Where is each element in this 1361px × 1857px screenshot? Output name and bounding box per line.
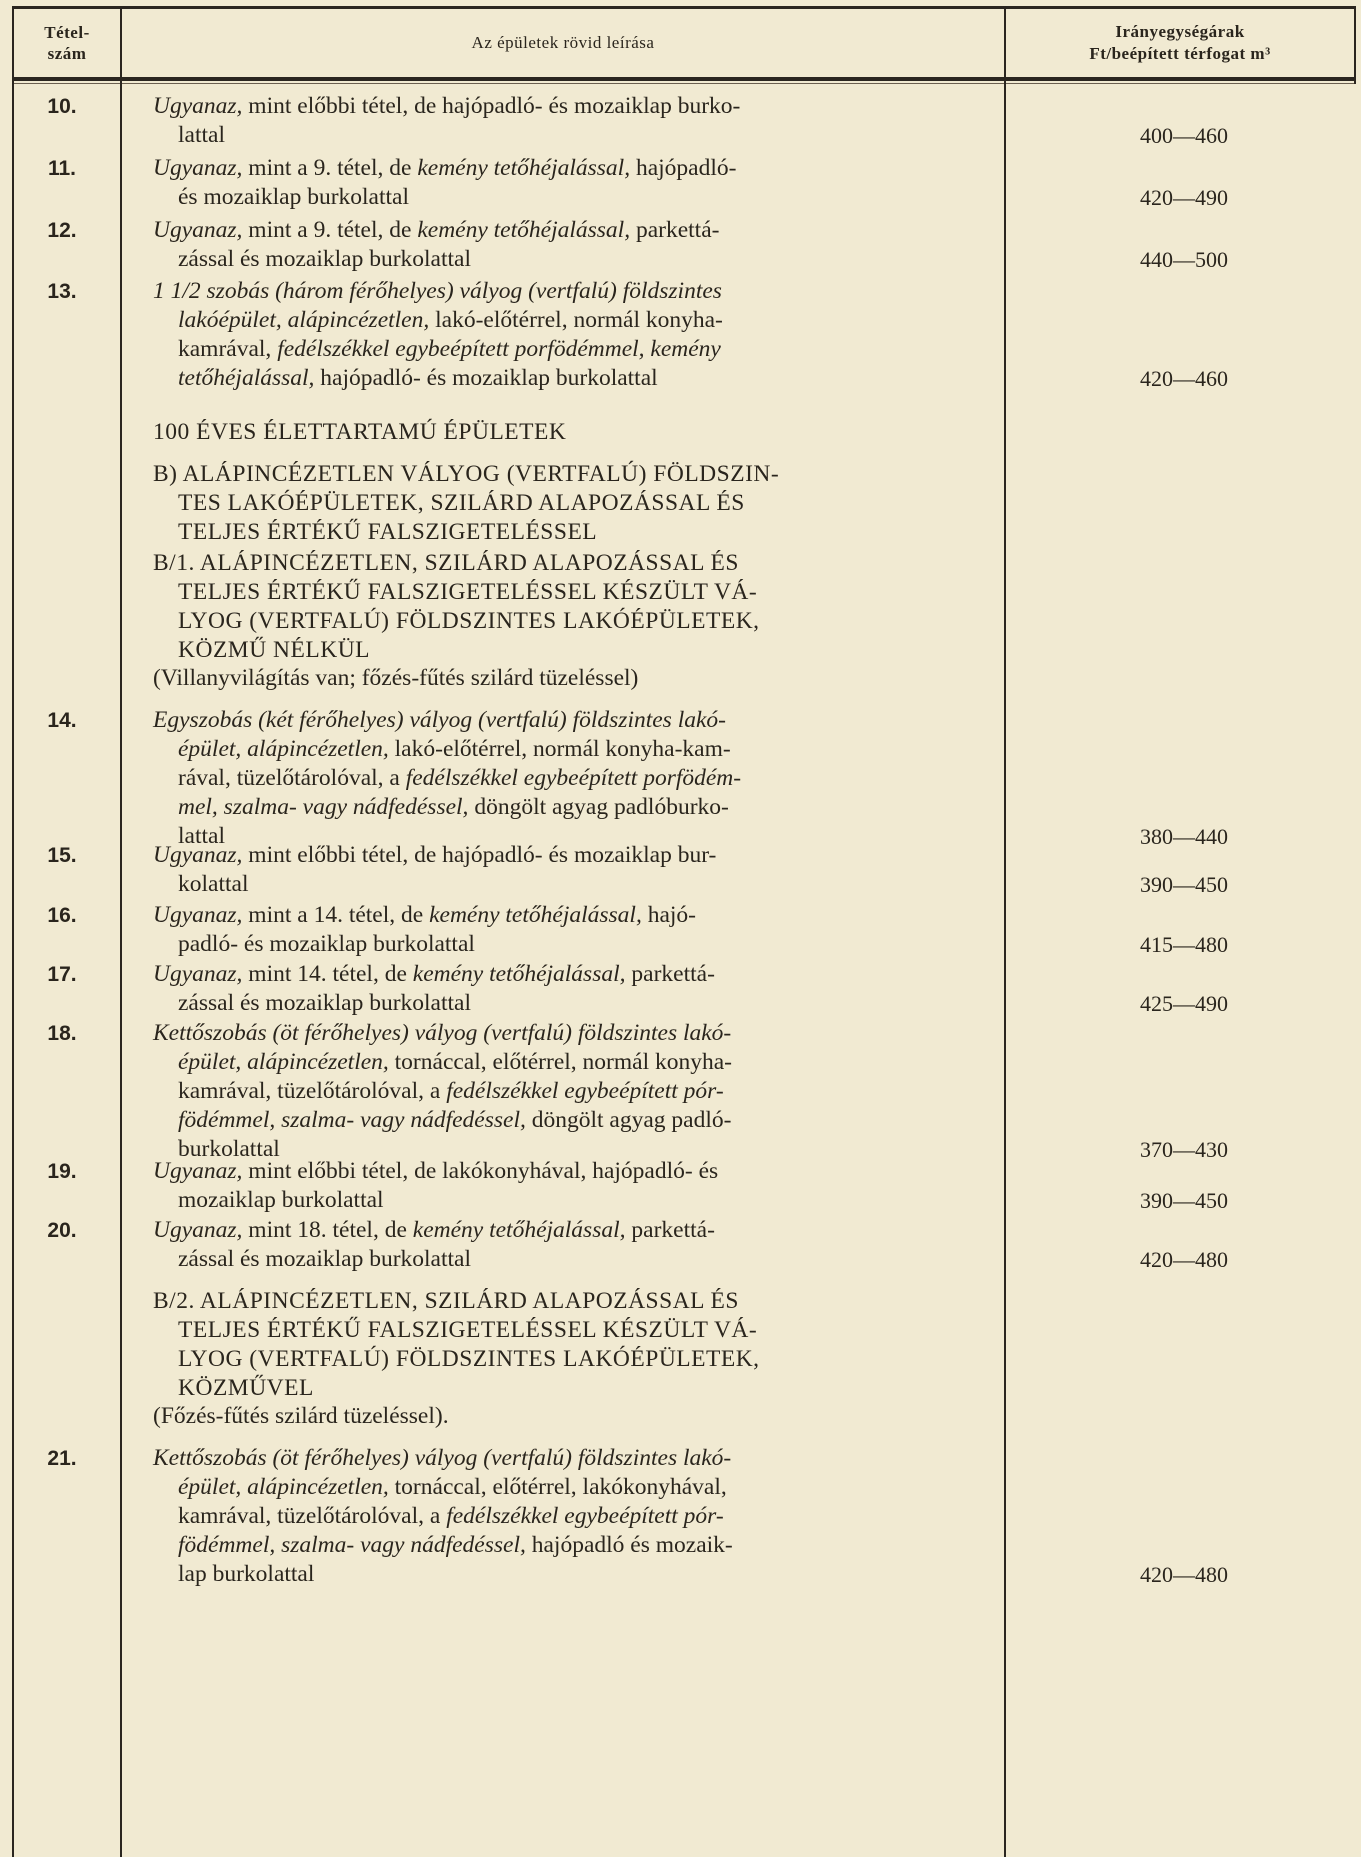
header-num-line1: Tétel- — [44, 23, 90, 42]
desc-text: mint előbbi tétel, de hajópadló- és mozaiklap burko- — [242, 93, 741, 119]
section-text: LYOG (VERTFALÚ) FÖLDSZINTES LAKÓÉPÜLETEK, — [178, 1346, 760, 1372]
desc-text: épület, alápincézetlen, — [178, 1049, 389, 1075]
header-bottom-thin-rule — [12, 83, 1356, 84]
item-price: 425—490 — [1140, 991, 1228, 1016]
item-price: 390—450 — [1140, 872, 1228, 897]
desc-text: Ugyanaz, — [153, 961, 243, 987]
section-text: TELJES ÉRTÉKŰ FALSZIGETELÉSSEL KÉSZÜLT VÁ- — [178, 579, 758, 605]
desc-text: mel, szalma- vagy nádfedéssel, — [178, 794, 469, 820]
section-text: TELJES ÉRTÉKŰ FALSZIGETELÉSSEL KÉSZÜLT VÁ- — [178, 1317, 758, 1343]
desc-text: zással és mozaiklap burkolattal — [178, 246, 471, 272]
item-description — [153, 92, 979, 150]
desc-text: Kettőszobás (öt férőhelyes) vályog (vertfalú) földszintes lakó- — [153, 1020, 732, 1046]
section-text: B/2. ALÁPINCÉZETLEN, SZILÁRD ALAPOZÁSSAL ÉS — [153, 1288, 739, 1314]
item-price: 420—480 — [1140, 1247, 1228, 1272]
section-text: TES LAKÓÉPÜLETEK, SZILÁRD ALAPOZÁSSAL ÉS — [178, 490, 745, 516]
section-text: LYOG (VERTFALÚ) FÖLDSZINTES LAKÓÉPÜLETEK, — [178, 608, 760, 634]
desc-text: zással és mozaiklap burkolattal — [178, 1246, 471, 1272]
desc-text: lakó-előtérrel, normál konyha-kam- — [388, 736, 731, 762]
desc-text: lakó-előtérrel, normál konyha- — [429, 307, 723, 333]
section-heading-b1 — [153, 549, 979, 665]
desc-text: kemény tetőhéjalással, — [417, 217, 631, 243]
item-description — [153, 1216, 979, 1274]
section-heading-b2 — [153, 1287, 979, 1403]
desc-text: burkolattal — [178, 1136, 280, 1162]
desc-text: Ugyanaz, — [153, 842, 243, 868]
desc-text: zással és mozaiklap burkolattal — [178, 990, 471, 1016]
item-number: 21. — [47, 1447, 77, 1470]
desc-text: hajó- — [641, 902, 696, 928]
section-text: B/1. ALÁPINCÉZETLEN, SZILÁRD ALAPOZÁSSAL ÉS — [153, 550, 739, 576]
header-bottom-rule — [12, 77, 1356, 81]
desc-text: tornáccal, előtérrel, lakókonyhával, — [388, 1474, 727, 1500]
desc-text: parkettá- — [625, 961, 715, 987]
desc-text: fedélszékkel egybeépített porfödémmel, kemény — [277, 336, 721, 362]
desc-text: lap burkolattal — [178, 1561, 315, 1587]
desc-text: mint 18. tétel, de — [242, 1217, 413, 1243]
desc-text: 1 1/2 szobás (három férőhelyes) vályog (vertfalú) földszintes — [153, 278, 722, 304]
header-item-number — [14, 9, 120, 77]
desc-text: mint a 14. tétel, de — [242, 902, 430, 928]
desc-text: épület, alápincézetlen, — [178, 736, 389, 762]
desc-text: padló- és mozaiklap burkolattal — [178, 931, 475, 957]
desc-text: kemény tetőhéjalással, — [412, 1217, 626, 1243]
item-number: 11. — [47, 157, 77, 180]
desc-text: döngölt agyag padló- — [525, 1107, 732, 1133]
desc-text: hajópadló- és mozaiklap burkolattal — [314, 365, 658, 391]
desc-text: hajópadló és mozaik- — [525, 1532, 733, 1558]
header-num-line2: szám — [47, 44, 87, 63]
desc-text: tetőhéjalással, — [178, 365, 315, 391]
section-note-b1: (Villanyvilágítás van; főzés-fűtés szilárd tüzeléssel) — [153, 665, 639, 691]
item-description — [153, 706, 979, 851]
section-text: KÖZMŰVEL — [178, 1375, 314, 1401]
desc-text: Egyszobás (két férőhelyes) vályog (vertfalú) földszintes lakó- — [153, 707, 726, 733]
item-description — [153, 960, 979, 1018]
item-price: 440—500 — [1140, 247, 1228, 272]
desc-text: Ugyanaz, — [153, 155, 243, 181]
desc-text: parkettá- — [625, 1217, 715, 1243]
desc-text: mint a 9. tétel, de — [242, 217, 418, 243]
section-text: B) ALÁPINCÉZETLEN VÁLYOG (VERTFALÚ) FÖLDSZIN- — [153, 461, 780, 487]
desc-text: lattal — [178, 122, 225, 148]
item-price: 380—440 — [1140, 824, 1228, 849]
header-desc-label: Az épületek rövid leírása — [471, 33, 655, 52]
desc-text: lattal — [178, 823, 225, 849]
header-right-border — [1354, 6, 1356, 84]
desc-text: kamrával, — [178, 336, 278, 362]
item-description — [153, 901, 979, 959]
item-number: 10. — [47, 95, 77, 118]
desc-text: kamrával, tüzelőtárolóval, a — [178, 1078, 447, 1104]
desc-text: kolattal — [178, 871, 249, 897]
header-price — [1006, 9, 1354, 77]
section-text: TELJES ÉRTÉKŰ FALSZIGETELÉSSEL — [178, 519, 598, 545]
desc-text: épület, alápincézetlen, — [178, 1474, 389, 1500]
document-page — [12, 6, 1356, 1857]
desc-text: mint 14. tétel, de — [242, 961, 413, 987]
desc-text: Ugyanaz, — [153, 1158, 243, 1184]
item-price: 420—490 — [1140, 185, 1228, 210]
desc-text: kemény tetőhéjalással, — [429, 902, 642, 928]
desc-text: mozaiklap burkolattal — [178, 1187, 384, 1213]
desc-text: födémmel, szalma- vagy nádfedéssel, — [178, 1107, 526, 1133]
desc-text: Kettőszobás (öt férőhelyes) vályog (vertfalú) földszintes lakó- — [153, 1445, 732, 1471]
item-number: 18. — [47, 1022, 77, 1045]
item-price: 390—450 — [1140, 1188, 1228, 1213]
desc-text: parkettá- — [630, 217, 720, 243]
desc-text: mint a 9. tétel, de — [242, 155, 418, 181]
item-price: 420—460 — [1140, 366, 1228, 391]
section-text: KÖZMŰ NÉLKÜL — [178, 637, 371, 663]
column-divider-1 — [120, 6, 122, 1857]
item-description — [153, 1157, 979, 1215]
desc-text: kamrával, tüzelőtárolóval, a — [178, 1503, 447, 1529]
desc-text: Ugyanaz, — [153, 217, 243, 243]
desc-text: fedélszékkel egybeépített pór- — [446, 1503, 724, 1529]
item-number: 19. — [47, 1160, 77, 1183]
desc-text: fedélszékkel egybeépített pór- — [446, 1078, 724, 1104]
item-description — [153, 216, 979, 274]
desc-text: kemény tetőhéjalással, — [412, 961, 626, 987]
item-number: 17. — [47, 963, 77, 986]
header-price-line2: Ft/beépített térfogat m³ — [1089, 44, 1271, 63]
item-description — [153, 1019, 979, 1164]
desc-text: rával, tüzelőtárolóval, a — [178, 765, 406, 791]
item-number: 14. — [47, 709, 77, 732]
desc-text: hajópadló- — [630, 155, 737, 181]
column-divider-2 — [1004, 6, 1006, 1857]
desc-text: fedélszékkel egybeépített porfödém- — [405, 765, 742, 791]
desc-text: tornáccal, előtérrel, normál konyha- — [388, 1049, 732, 1075]
desc-text: lakóépület, alápincézetlen, — [178, 307, 430, 333]
desc-text: mint előbbi tétel, de lakókonyhával, hajópadló- és — [242, 1158, 719, 1184]
item-description — [153, 841, 979, 899]
item-price: 415—480 — [1140, 932, 1228, 957]
desc-text: födémmel, szalma- vagy nádfedéssel, — [178, 1532, 526, 1558]
desc-text: Ugyanaz, — [153, 1217, 243, 1243]
item-number: 13. — [47, 280, 77, 303]
header-price-line1: Irányegységárak — [1115, 22, 1245, 41]
item-price: 370—430 — [1140, 1137, 1228, 1162]
desc-text: Ugyanaz, — [153, 93, 243, 119]
item-number: 15. — [47, 844, 77, 867]
header-description — [122, 9, 1004, 77]
item-description — [153, 154, 979, 212]
desc-text: kemény tetőhéjalással, — [417, 155, 631, 181]
item-price: 420—480 — [1140, 1562, 1228, 1587]
item-description — [153, 1444, 979, 1589]
section-heading-lifespan: 100 ÉVES ÉLETTARTAMÚ ÉPÜLETEK — [153, 419, 567, 445]
desc-text: és mozaiklap burkolattal — [178, 184, 410, 210]
desc-text: Ugyanaz, — [153, 902, 243, 928]
item-description — [153, 277, 979, 393]
desc-text: mint előbbi tétel, de hajópadló- és mozaiklap bur- — [242, 842, 717, 868]
section-note-b2: (Főzés-fűtés szilárd tüzeléssel). — [153, 1403, 449, 1429]
section-heading-b — [153, 460, 979, 547]
item-number: 20. — [47, 1219, 77, 1242]
item-number: 16. — [47, 904, 77, 927]
item-number: 12. — [47, 219, 77, 242]
desc-text: döngölt agyag padlóburko- — [468, 794, 729, 820]
item-price: 400—460 — [1140, 123, 1228, 148]
